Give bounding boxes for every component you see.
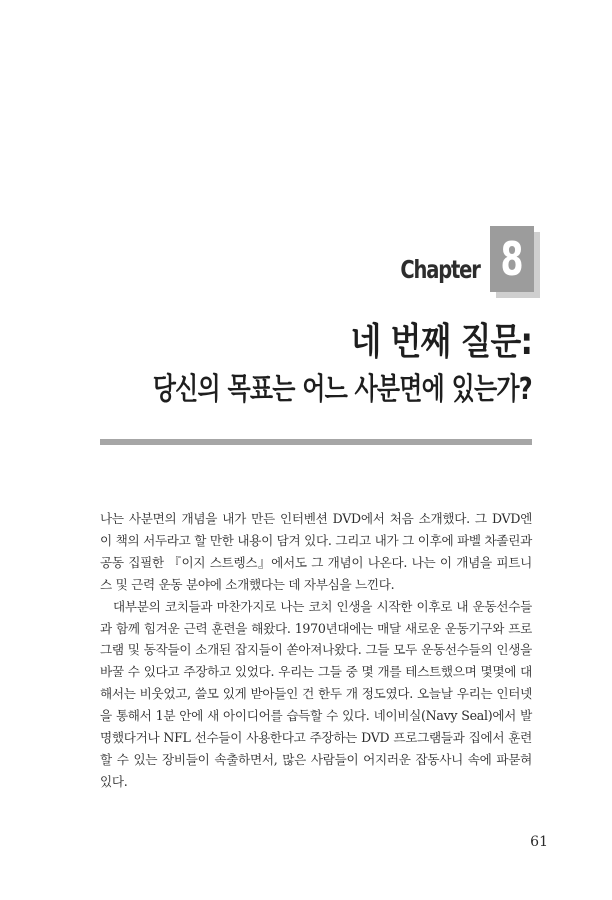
chapter-number-badge <box>490 226 534 292</box>
body-paragraph-2: 대부분의 코치들과 마찬가지로 나는 코치 인생을 시작한 이후로 내 운동선수들과 함께 힘겨운 근력 훈련을 해왔다. 1970년대에는 매달 새로운 운동기구와 프로그램 및 동작들이 소개된 잡지들이 쏟아져나왔다. 그들 모두 운동선수들의 인생을 바꿀 수 있다고 주장하고 있었다. 우리는 그들 중 몇 개를 테스트했으며 몇몇에 대해서는 비웃었고, 쓸모 있게 받아들인 건 한두 개 정도였다. 오늘날 우리는 인터넷을 통해서 1분 안에 새 아이디어를 습득할 수 있다. 네이비실(Navy Seal)에서 발명했다거나 NFL 선수들이 사용한다고 주장하는 DVD 프로그램들과 집에서 훈련할 수 있는 장비들이 속출하면서, 많은 사람들이 어지러운 잡동사니 속에 파묻혀 있다. <box>100 598 532 789</box>
chapter-number-box <box>490 226 534 292</box>
chapter-label: Chapter <box>400 255 480 284</box>
body-text <box>100 508 532 793</box>
title-divider <box>100 439 532 445</box>
chapter-number: 8 <box>500 232 524 286</box>
chapter-header <box>378 226 534 292</box>
body-paragraph-1: 나는 사분면의 개념을 내가 만든 인터벤션 DVD에서 처음 소개했다. 그 DVD엔 이 책의 서두라고 할 만한 내용이 담겨 있다. 그리고 내가 그 이후에 파벨 차졸린과 공동 집필한 『이지 스트렝스』에서도 그 개념이 나온다. 나는 이 개념을 피트니스 및 근력 운동 분야에 소개했다는 데 자부심을 느낀다. <box>100 511 532 592</box>
chapter-subtitle: 당신의 목표는 어느 사분면에 있는가? <box>152 372 532 407</box>
page-number: 61 <box>530 834 548 850</box>
chapter-title: 네 번째 질문: <box>350 320 532 363</box>
